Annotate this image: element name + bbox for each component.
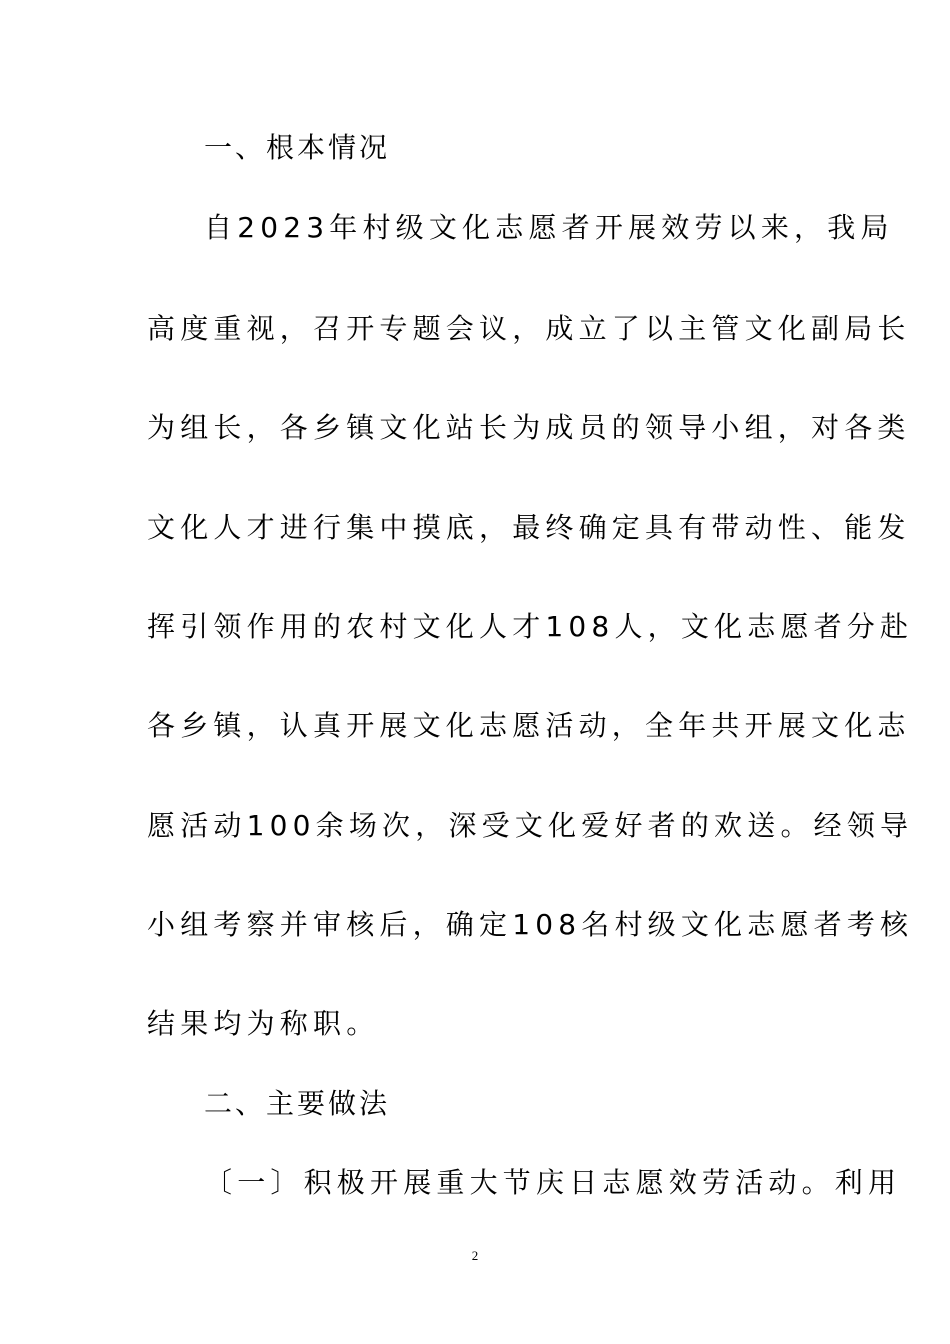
paragraph-line: 愿活动100余场次，深受文化爱好者的欢送。经领导 xyxy=(147,809,914,842)
paragraph-line: 结果均为称职。 xyxy=(147,1007,380,1040)
page-number: 2 xyxy=(471,1248,479,1263)
paragraph-line: 为组长，各乡镇文化站长为成员的领导小组，对各类 xyxy=(147,411,911,444)
paragraph-line: 高度重视，召开专题会议，成立了以主管文化副局长 xyxy=(147,312,911,345)
paragraph-line: 小组考察并审核后，确定108名村级文化志愿者考核 xyxy=(147,908,914,941)
paragraph-line: 文化人才进行集中摸底，最终确定具有带动性、能发 xyxy=(147,511,911,544)
section-heading-1: 一、根本情况 xyxy=(204,131,391,164)
paragraph-line: 〔一〕积极开展重大节庆日志愿效劳活动。利用 xyxy=(204,1166,902,1199)
paragraph-line: 各乡镇，认真开展文化志愿活动，全年共开展文化志 xyxy=(147,709,911,742)
section-heading-2: 二、主要做法 xyxy=(204,1087,391,1120)
paragraph-line: 挥引领作用的农村文化人才108人，文化志愿者分赴 xyxy=(147,610,914,643)
paragraph-line: 自2023年村级文化志愿者开展效劳以来，我局 xyxy=(204,211,894,244)
